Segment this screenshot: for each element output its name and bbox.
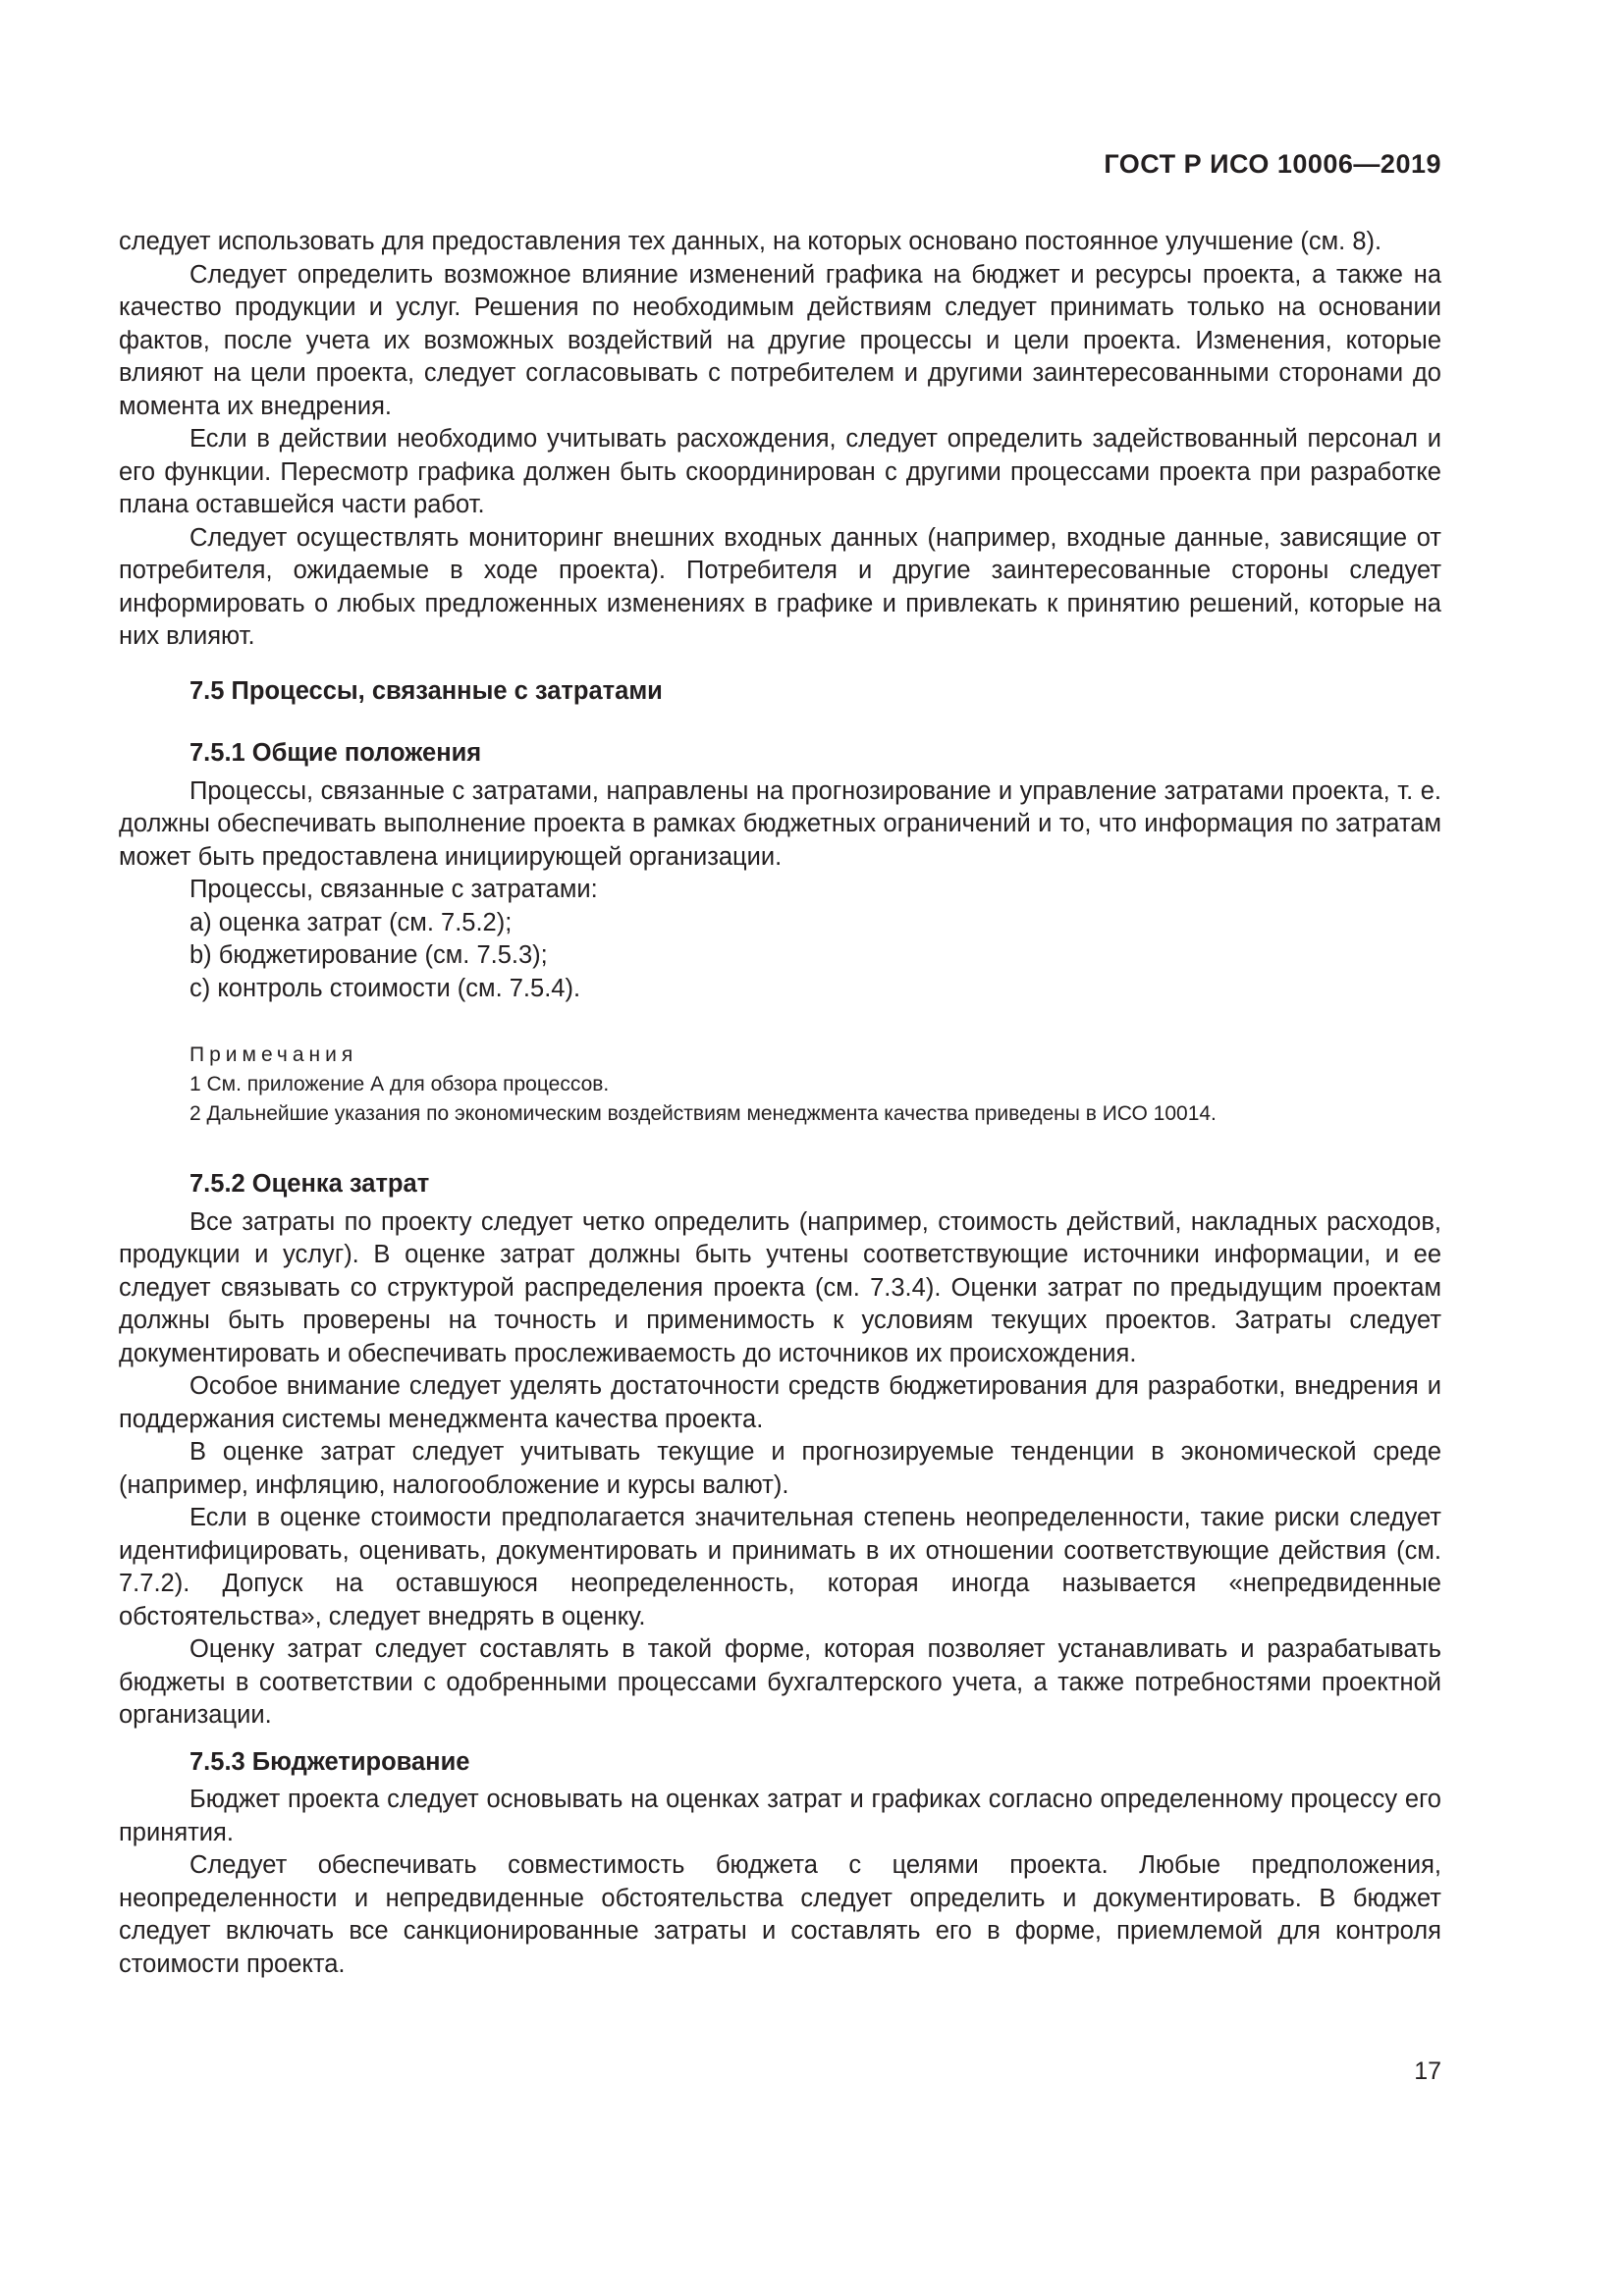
section-heading-7-5-1: 7.5.1 Общие положения (189, 739, 482, 767)
paragraph-continuation: следует использовать для предоставления тех данных, на которых основано постоянное улучшение (см. 8). (119, 228, 1382, 255)
paragraph-cost-estimation: Все затраты по проекту следует четко определить (например, стоимость действий, накладных расходов, продукции и услуг). В оценке затрат должны быть учтены соответствующие источники информации, и ее следует связывать со структурой распределения проекта (см. 7.3.4). Оценки затрат по предыдущим проектам должны быть проверены на точность и применимость к условиям текущих проектов. Затраты следует документировать и обеспечивать прослеживаемость до источников их происхождения. (119, 1207, 1441, 1367)
paragraph-cost-processes-intro: Процессы, связанные с затратами, направлены на прогнозирование и управление затратами проекта, т. е. должны обеспечивать выполнение проекта в рамках бюджетных ограничений и то, что информация по затратам может быть предоставлена инициирующей организации. (119, 776, 1441, 871)
note-item: 2 Дальнейшие указания по экономическим воздействиям менеджмента качества приведены в ИСО 10014. (189, 1102, 1217, 1125)
paragraph-discrepancies: Если в действии необходимо учитывать расхождения, следует определить задействованный персонал и его функции. Пересмотр графика должен быть скоординирован с другими процессами проекта при разработке плана оставшейся части работ. (119, 425, 1441, 518)
paragraph-monitoring: Следует осуществлять мониторинг внешних входных данных (например, входные данные, зависящие от потребителя, ожидаемые в ходе проекта). Потребителя и другие заинтересованные стороны следует информировать о любых предложенных изменениях в графике и привлекать к принятию решений, которые на них влияют. (119, 523, 1441, 650)
note-item: 1 См. приложение А для обзора процессов. (189, 1073, 610, 1095)
section-heading-7-5-2: 7.5.2 Оценка затрат (189, 1170, 430, 1198)
paragraph-budget-means: Особое внимание следует уделять достаточности средств бюджетирования для разработки, внедрения и поддержания системы менеджмента качества проекта. (119, 1372, 1441, 1433)
page-number: 17 (1414, 2057, 1441, 2085)
paragraph-budget-basis: Бюджет проекта следует основывать на оценках затрат и графиках согласно определенному процессу его принятия. (119, 1786, 1441, 1846)
section-heading-7-5: 7.5 Процессы, связанные с затратами (189, 676, 663, 705)
standard-header: ГОСТ Р ИСО 10006—2019 (1104, 149, 1441, 179)
paragraph-schedule-impact: Следует определить возможное влияние изменений графика на бюджет и ресурсы проекта, а также на качество продукции и услуг. Решения по необходимым действиям следует принимать только на основании фактов, после учета их возможных воздействий на другие процессы и цели проекта. Изменения, которые влияют на цели проекта, следует согласовывать с потребителем и другими заинтересованными сторонами до момента их внедрения. (119, 260, 1441, 420)
notes-title: Примечания (189, 1043, 358, 1066)
paragraph-cost-processes-list-intro: Процессы, связанные с затратами: (189, 876, 598, 903)
section-heading-7-5-3: 7.5.3 Бюджетирование (189, 1747, 470, 1776)
paragraph-uncertainty: Если в оценке стоимости предполагается значительная степень неопределенности, такие риски следует идентифицировать, оценивать, документировать и принимать в их отношении соответствующие действия (см. 7.7.2). Допуск на оставшуюся неопределенность, которая иногда называется «непредвиденные обстоятельства», следует внедрять в оценку. (119, 1504, 1441, 1630)
paragraph-economic-trends: В оценке затрат следует учитывать текущие и прогнозируемые тенденции в экономической среде (например, инфляцию, налогообложение и курсы валют). (119, 1438, 1441, 1499)
list-item: a) оценка затрат (см. 7.5.2); (189, 908, 513, 936)
list-item: c) контроль стоимости (см. 7.5.4). (189, 974, 581, 1002)
paragraph-estimate-form: Оценку затрат следует составлять в такой форме, которая позволяет устанавливать и разрабатывать бюджеты в соответствии с одобренными процессами бухгалтерского учета, а также потребностями проектной организации. (119, 1635, 1441, 1729)
paragraph-budget-compatibility: Следует обеспечивать совместимость бюджета с целями проекта. Любые предположения, неопределенности и непредвиденные обстоятельства следует определить и документировать. В бюджет следует включать все санкционированные затраты и составлять его в форме, приемлемой для контроля стоимости проекта. (119, 1851, 1441, 1978)
list-item: b) бюджетирование (см. 7.5.3); (189, 941, 548, 969)
notes-block (119, 1041, 1441, 1129)
page-content (119, 226, 1441, 1981)
